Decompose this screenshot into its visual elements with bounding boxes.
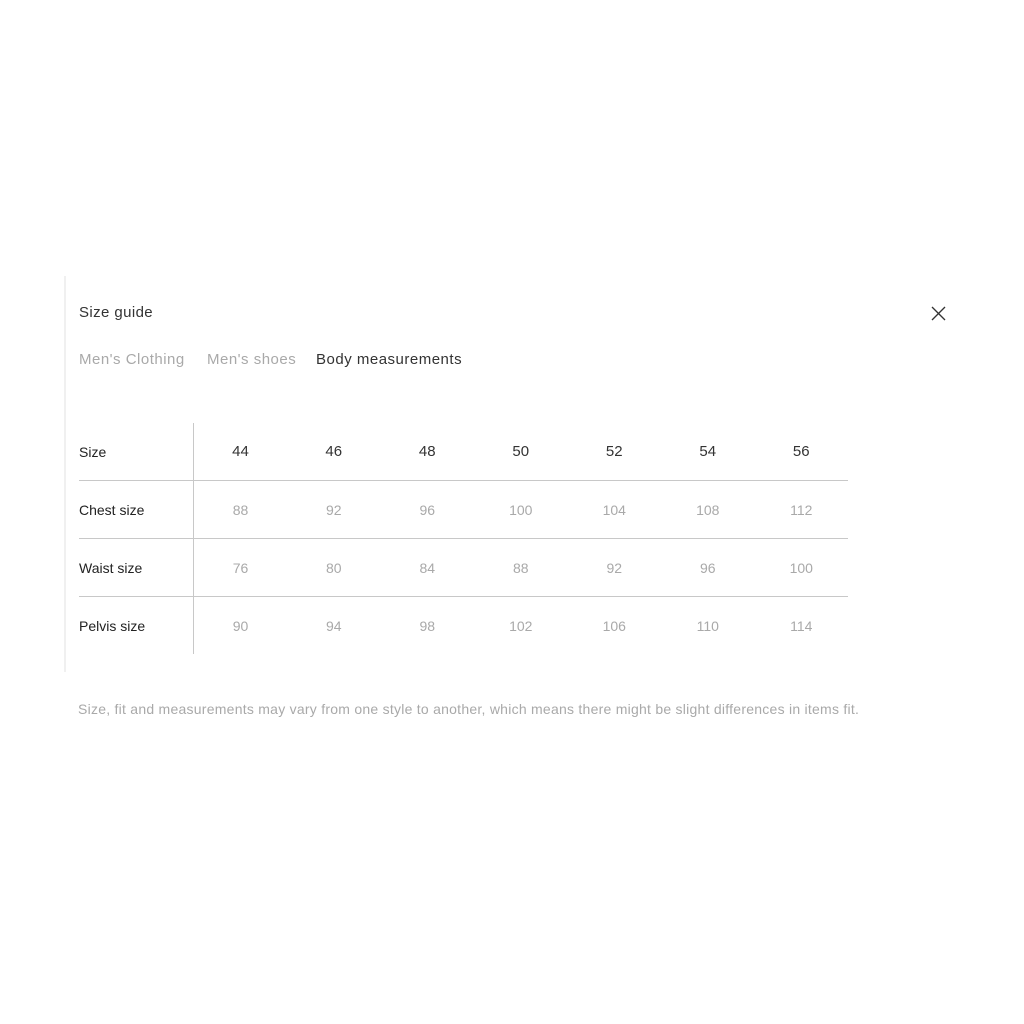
table-row <box>79 539 848 597</box>
size-cell: 48 <box>418 443 436 460</box>
size-cell: 52 <box>605 443 623 460</box>
table-cell: 100 <box>474 481 568 539</box>
close-icon <box>926 302 950 326</box>
table-cell: 92 <box>287 481 381 539</box>
table-cell: 92 <box>568 539 662 597</box>
close-button[interactable] <box>926 302 950 326</box>
table-cell: 88 <box>194 481 288 539</box>
panel-border <box>64 276 66 672</box>
table-cell: 96 <box>381 481 475 539</box>
tab-bar <box>79 351 462 368</box>
tab-mens-shoes[interactable]: Men's shoes <box>207 351 297 368</box>
size-cell: 54 <box>699 443 717 460</box>
table-cell: 104 <box>568 481 662 539</box>
table-cell: 84 <box>381 539 475 597</box>
table-cell: 108 <box>661 481 755 539</box>
fit-disclaimer: Size, fit and measurements may vary from one style to another, which means there might be slight differences in items fit. <box>78 701 860 717</box>
row-label: Pelvis size <box>79 597 194 655</box>
tab-body-measurements[interactable]: Body measurements <box>316 351 463 368</box>
table-cell: 94 <box>287 597 381 655</box>
table-cell: 106 <box>568 597 662 655</box>
row-label: Waist size <box>79 539 194 597</box>
table-cell: 80 <box>287 539 381 597</box>
tab-mens-clothing[interactable]: Men's Clothing <box>79 351 185 368</box>
table-cell: 102 <box>474 597 568 655</box>
table-cell: 114 <box>755 597 849 655</box>
table-cell: 110 <box>661 597 755 655</box>
size-cell: 56 <box>792 443 810 460</box>
table-cell: 90 <box>194 597 288 655</box>
table-cell: 112 <box>755 481 849 539</box>
table-cell: 76 <box>194 539 288 597</box>
size-cell: 46 <box>325 443 343 460</box>
row-label: Size <box>79 423 194 481</box>
table-cell: 88 <box>474 539 568 597</box>
table-header-row <box>79 423 848 481</box>
row-label: Chest size <box>79 481 194 539</box>
dialog-title: Size guide <box>79 304 154 321</box>
size-table <box>79 423 848 654</box>
table-cell: 100 <box>755 539 849 597</box>
table-row <box>79 597 848 655</box>
table-cell: 98 <box>381 597 475 655</box>
table-cell: 96 <box>661 539 755 597</box>
table-row <box>79 481 848 539</box>
size-cell: 50 <box>512 443 530 460</box>
size-cell: 44 <box>232 443 249 460</box>
